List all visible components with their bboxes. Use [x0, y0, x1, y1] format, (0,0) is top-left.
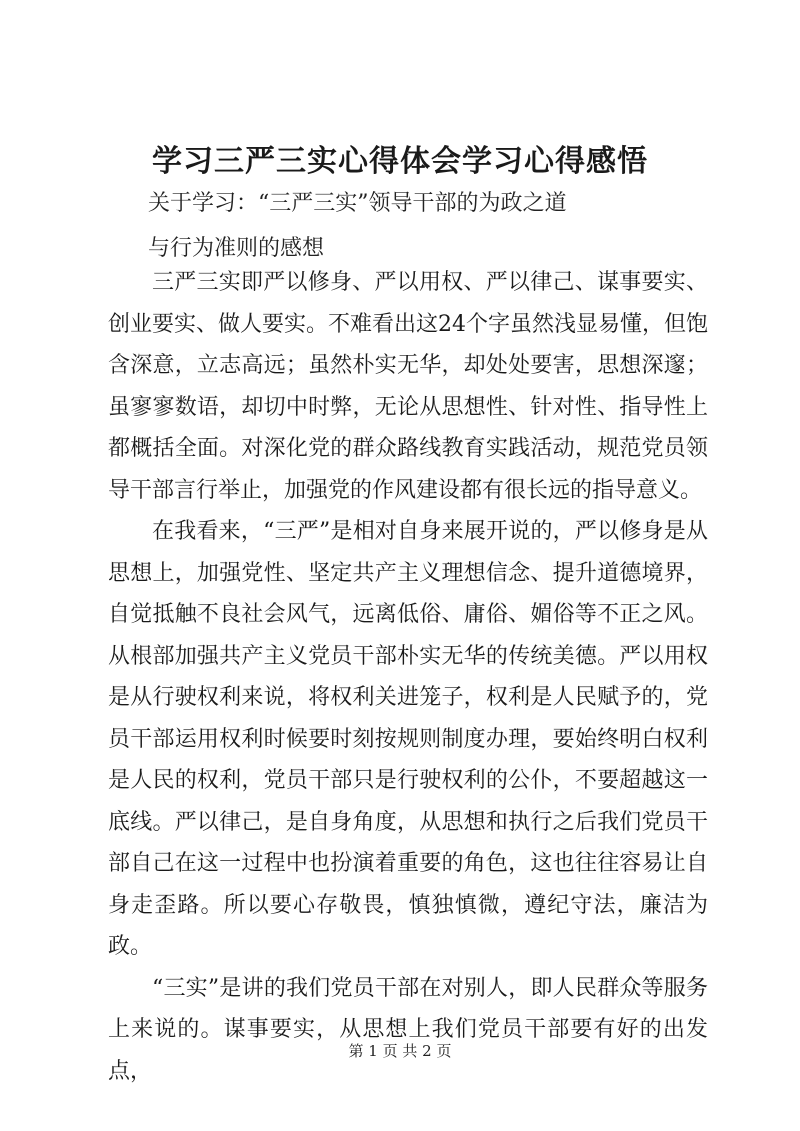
- page-footer: 第 1 页 共 2 页: [348, 1042, 452, 1060]
- document-body: [108, 262, 708, 1092]
- subtitle-line-1: 关于学习：“三严三实”领导干部的为政之道: [148, 191, 567, 216]
- paragraph-3: “三实”是讲的我们党员干部在对别人，即人民群众等服务上来说的。谋事要实，从思想上我们党员干部要有好的出发点，: [108, 975, 708, 1084]
- paragraph-2: 在我看来，“三严”是相对自身来展开说的，严以修身是从思想上，加强党性、坚定共产主义理想信念、提升道德境界，自觉抵触不良社会风气，远离低俗、庸俗、媚俗等不正之风。从根部加强共产主义党员干部朴实无华的传统美德。严以用权是从行驶权利来说，将权利关进笼子，权利是人民赋予的，党员干部运用权利时候要时刻按规则制度办理，要始终明白权利是人民的权利，党员干部只是行驶权利的公仆，不要超越这一底线。严以律己，是自身角度，从思想和执行之后我们党员干部自己在这一过程中也扮演着重要的角色，这也往往容易让自身走歪路。所以要心存敬畏，慎独慎微，遵纪守法，廉洁为政。: [108, 519, 708, 959]
- subtitle-line-2: 与行为准则的感想: [148, 236, 325, 261]
- paragraph-1: 三严三实即严以修身、严以用权、严以律己、谋事要实、创业要实、做人要实。不难看出这24个字虽然浅显易懂，但饱含深意，立志高远；虽然朴实无华，却处处要害，思想深邃；虽寥寥数语，却切中时弊，无论从思想性、针对性、指导性上都概括全面。对深化党的群众路线教育实践活动，规范党员领导干部言行举止，加强党的作风建设都有很长远的指导意义。: [108, 270, 708, 503]
- document-title: 学习三严三实心得体会学习心得感悟: [152, 144, 648, 179]
